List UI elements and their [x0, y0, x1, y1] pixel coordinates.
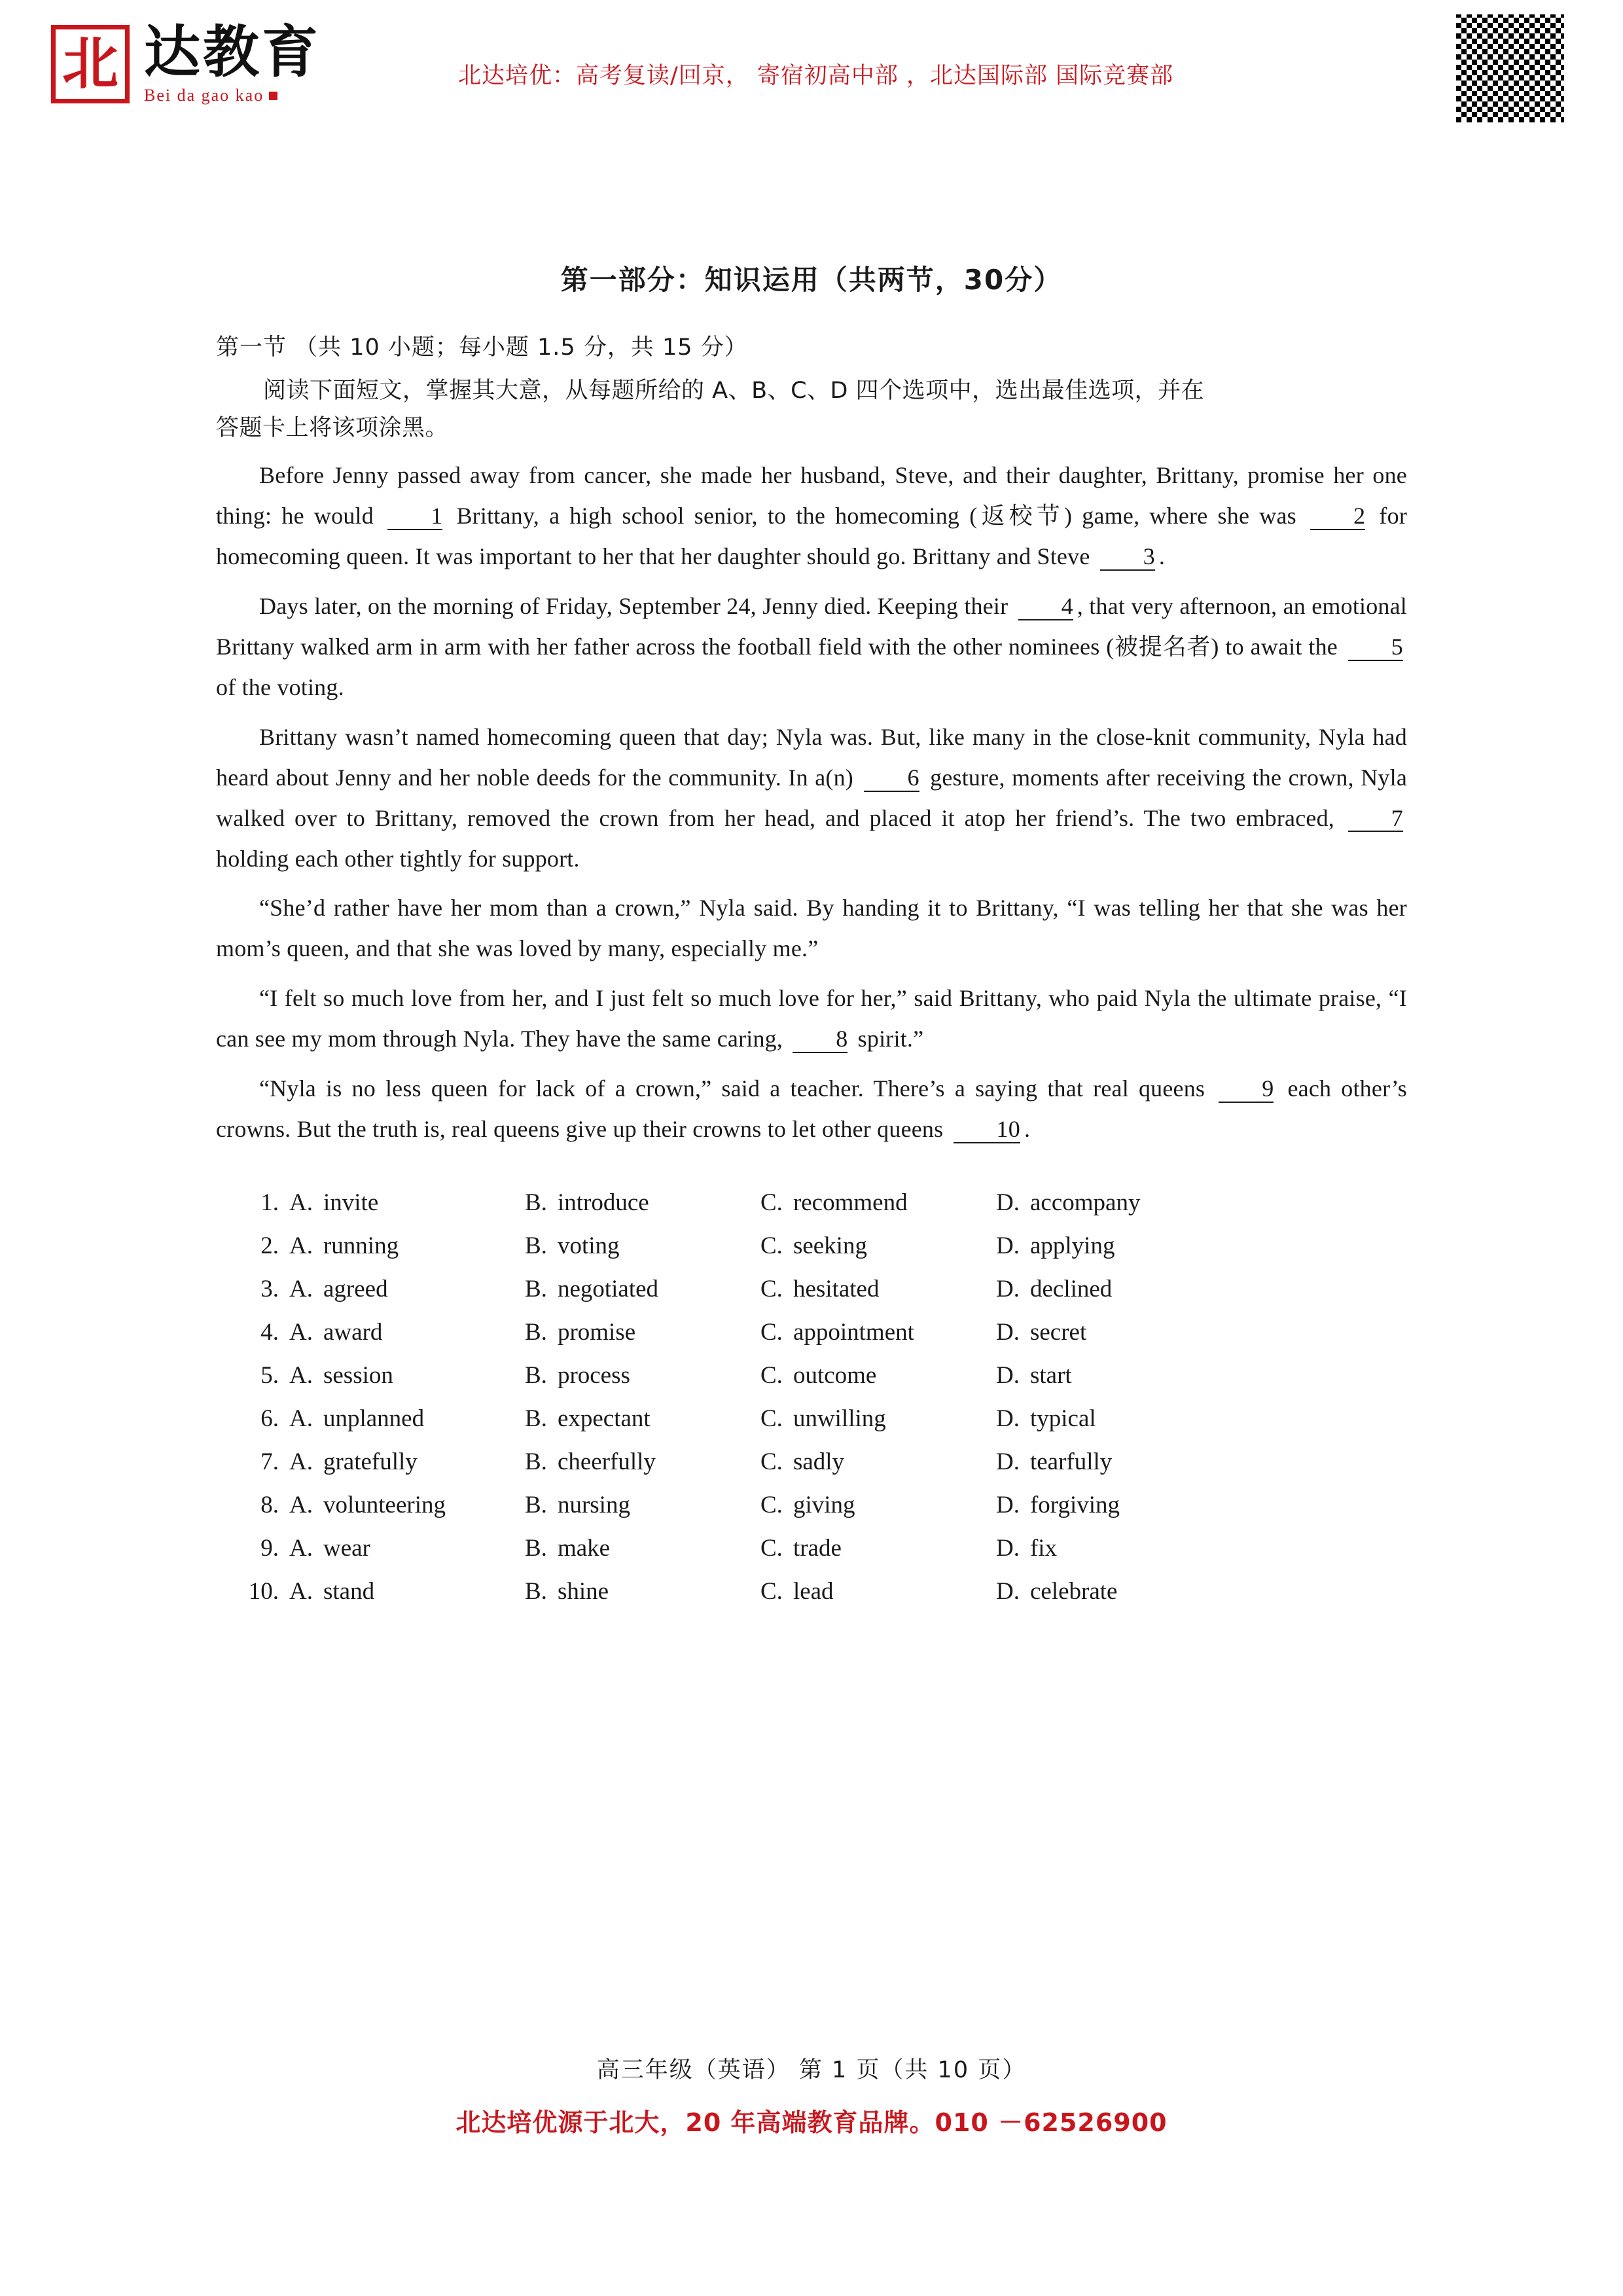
passage-paragraph [216, 717, 1407, 880]
section-heading: 第一节 （共 10 小题；每小题 1.5 分，共 15 分） [216, 334, 748, 361]
option-letter: B. [525, 1448, 547, 1475]
passage-paragraph [216, 586, 1407, 708]
option-text: celebrate [1029, 1577, 1118, 1605]
question-number: 9. [260, 1534, 279, 1562]
option-choice[interactable] [525, 1536, 760, 1560]
blank-4[interactable]: 4 [1018, 594, 1073, 620]
option-letter: A. [289, 1534, 313, 1562]
option-text: secret [1029, 1318, 1087, 1346]
option-text: voting [557, 1232, 620, 1259]
logo-square-icon [269, 92, 277, 100]
option-choice[interactable] [289, 1450, 525, 1474]
option-text: trade [793, 1534, 842, 1562]
passage-text: “Nyla is no less queen for lack of a crown,” said a teacher. There’s a saying that real queens [259, 1075, 1215, 1102]
option-letter: A. [289, 1275, 313, 1302]
option-letter: C. [760, 1534, 783, 1562]
passage-text: holding each other tightly for support. [216, 845, 580, 872]
option-choice[interactable] [289, 1234, 525, 1258]
header-tagline: 北达培优：高考复读/回京， 寄宿初高中部 ，北达国际部 国际竞赛部 [458, 63, 1174, 89]
question-row [216, 1493, 1289, 1517]
option-text: tearfully [1029, 1448, 1113, 1475]
option-choice[interactable] [525, 1277, 760, 1301]
option-choice[interactable] [996, 1450, 1232, 1474]
question-row [216, 1536, 1289, 1560]
option-letter: C. [760, 1318, 783, 1346]
option-choice[interactable] [525, 1579, 760, 1604]
option-text: expectant [557, 1405, 651, 1432]
logo-subtitle-text: Bei da gao kao [144, 86, 264, 105]
question-number: 10. [248, 1577, 279, 1605]
question-row [216, 1234, 1289, 1258]
option-letter: B. [525, 1534, 547, 1562]
option-text: stand [323, 1577, 375, 1605]
option-letter: B. [525, 1577, 547, 1605]
question-number: 2. [260, 1232, 279, 1259]
option-text: cheerfully [557, 1448, 656, 1475]
option-letter: B. [525, 1232, 547, 1259]
option-text: process [557, 1361, 630, 1389]
logo-subtitle-en [144, 86, 321, 105]
passage [216, 456, 1407, 1150]
option-text: sadly [793, 1448, 845, 1475]
option-letter: C. [760, 1232, 783, 1259]
passage-paragraph [216, 1069, 1407, 1150]
passage-text: . [1024, 1115, 1031, 1142]
option-text: hesitated [793, 1275, 880, 1302]
option-text: nursing [557, 1491, 630, 1518]
exam-page [0, 134, 1623, 2176]
passage-text: Before Jenny passed away from cancer, she made her husband, Steve, and their daughter, Brittany, promise her one thing: he would [216, 462, 1407, 529]
option-choice[interactable] [996, 1407, 1232, 1431]
question-number: 4. [260, 1318, 279, 1346]
option-letter: C. [760, 1405, 783, 1432]
passage-text: Days later, on the morning of Friday, September 24, Jenny died. Keeping their [259, 593, 1014, 620]
option-letter: D. [996, 1189, 1020, 1216]
option-choice[interactable] [760, 1493, 996, 1517]
option-letter: B. [525, 1491, 547, 1518]
option-letter: A. [289, 1318, 313, 1346]
question-row [216, 1191, 1289, 1215]
passage-text: Brittany wasn’t named homecoming queen that day; Nyla was. But, like many in the close-knit community, Nyla had heard about Jenny and her noble deeds for the community. In a(n) [216, 723, 1407, 791]
option-letter: A. [289, 1577, 313, 1605]
option-text: wear [323, 1534, 370, 1562]
option-text: applying [1029, 1232, 1115, 1259]
question-number: 8. [260, 1491, 279, 1518]
option-letter: D. [996, 1448, 1020, 1475]
option-choice[interactable] [996, 1320, 1232, 1344]
option-letter: C. [760, 1448, 783, 1475]
brand-logo [51, 12, 391, 117]
blank-9[interactable]: 9 [1219, 1077, 1274, 1103]
passage-text: spirit.” [851, 1026, 924, 1052]
option-choice[interactable] [525, 1234, 760, 1258]
option-text: fix [1029, 1534, 1058, 1562]
question-options-list [216, 1191, 1289, 1604]
option-letter: D. [996, 1405, 1020, 1432]
instruction-line-1: 阅读下面短文，掌握其大意，从每题所给的 A、B、C、D 四个选项中，选出最佳选项，并在 [263, 378, 1205, 404]
question-number: 1. [260, 1189, 279, 1216]
option-letter: A. [289, 1361, 313, 1389]
option-text: award [323, 1318, 383, 1346]
option-text: appointment [793, 1318, 914, 1346]
option-letter: B. [525, 1275, 547, 1302]
option-choice[interactable] [760, 1363, 996, 1388]
question-row [216, 1363, 1289, 1388]
option-text: running [323, 1232, 399, 1259]
option-choice[interactable] [525, 1450, 760, 1474]
page-content [216, 298, 1407, 1604]
option-text: invite [323, 1189, 379, 1216]
page-number-footer: 高三年级（英语） 第 1 页（共 10 页） [596, 2057, 1027, 2083]
option-choice[interactable] [760, 1191, 996, 1215]
option-letter: D. [996, 1318, 1020, 1346]
bottom-banner: 北达培优源于北大，20 年高端教育品牌。010 －62526900 [455, 2108, 1168, 2137]
passage-text: “I felt so much love from her, and I just felt so much love for her,” said Brittany, who paid Nyla the ultimate praise, “I can see my mom through Nyla. They have the same caring, [216, 985, 1407, 1052]
option-text: negotiated [557, 1275, 659, 1302]
option-choice[interactable] [289, 1407, 525, 1431]
question-number: 5. [260, 1361, 279, 1389]
logo-title-cn: 达教育 [144, 19, 321, 85]
option-text: giving [793, 1491, 855, 1518]
option-text: make [557, 1534, 611, 1562]
passage-text: “She’d rather have her mom than a crown,” Nyla said. By handing it to Brittany, “I was telling her that she was her mom’s queen, and that she was loved by many, especially me.” [216, 895, 1407, 962]
question-row [216, 1407, 1289, 1431]
option-choice[interactable] [760, 1536, 996, 1560]
logo-text [144, 19, 321, 105]
option-choice[interactable] [289, 1579, 525, 1604]
option-letter: C. [760, 1189, 783, 1216]
blank-6[interactable]: 6 [864, 766, 919, 792]
option-choice[interactable] [760, 1450, 996, 1474]
passage-text: each other’s crowns. But the truth is, real queens give up their crowns to let other queens [216, 1075, 1407, 1142]
question-row [216, 1450, 1289, 1474]
option-choice[interactable] [996, 1191, 1232, 1215]
option-choice[interactable] [289, 1493, 525, 1517]
instruction-line-2: 答题卡上将该项涂黑。 [216, 414, 449, 441]
option-letter: A. [289, 1405, 313, 1432]
passage-text: Brittany, a high school senior, to the homecoming (返校节) game, where she was [446, 503, 1307, 529]
blank-7[interactable]: 7 [1348, 806, 1403, 833]
option-letter: C. [760, 1491, 783, 1518]
blank-2[interactable]: 2 [1310, 504, 1365, 530]
option-letter: C. [760, 1361, 783, 1389]
question-row [216, 1320, 1289, 1344]
passage-text: , that very afternoon, an emotional Brittany walked arm in arm with her father across the football field with the other nominees (被提名者) to await the [216, 593, 1407, 660]
option-choice[interactable] [760, 1579, 996, 1604]
option-choice[interactable] [525, 1363, 760, 1388]
passage-paragraph [216, 456, 1407, 577]
option-letter: A. [289, 1491, 313, 1518]
option-letter: C. [760, 1275, 783, 1302]
option-letter: B. [525, 1405, 547, 1432]
option-text: introduce [557, 1189, 649, 1216]
option-choice[interactable] [996, 1363, 1232, 1388]
question-number: 7. [260, 1448, 279, 1475]
passage-text: of the voting. [216, 673, 344, 700]
question-number: 3. [260, 1275, 279, 1302]
option-choice[interactable] [760, 1320, 996, 1344]
option-text: agreed [323, 1275, 388, 1302]
blank-10[interactable]: 10 [954, 1117, 1020, 1143]
option-text: lead [793, 1577, 834, 1605]
option-choice[interactable] [289, 1191, 525, 1215]
option-choice[interactable] [289, 1536, 525, 1560]
option-choice[interactable] [289, 1363, 525, 1388]
option-choice[interactable] [525, 1493, 760, 1517]
blank-8[interactable]: 8 [793, 1027, 847, 1053]
option-letter: D. [996, 1577, 1020, 1605]
option-text: unplanned [323, 1405, 425, 1432]
passage-paragraph [216, 978, 1407, 1060]
option-letter: B. [525, 1361, 547, 1389]
option-choice[interactable] [760, 1277, 996, 1301]
option-choice[interactable] [996, 1579, 1232, 1604]
option-text: promise [557, 1318, 636, 1346]
option-text: accompany [1029, 1189, 1141, 1216]
option-letter: A. [289, 1232, 313, 1259]
option-text: session [323, 1361, 393, 1389]
option-choice[interactable] [525, 1407, 760, 1431]
blank-3[interactable]: 3 [1100, 545, 1155, 571]
option-letter: D. [996, 1534, 1020, 1562]
passage-paragraph [216, 888, 1407, 969]
passage-text: for homecoming queen. It was important to her that her daughter should go. Brittany and Steve [216, 503, 1408, 570]
question-row [216, 1579, 1289, 1604]
option-text: forgiving [1029, 1491, 1120, 1518]
option-letter: D. [996, 1232, 1020, 1259]
question-number: 6. [260, 1405, 279, 1432]
part-title: 第一部分：知识运用（共两节，30分） [560, 264, 1063, 296]
option-text: declined [1029, 1275, 1113, 1302]
option-text: unwilling [793, 1405, 886, 1432]
option-letter: B. [525, 1189, 547, 1216]
option-choice[interactable] [760, 1234, 996, 1258]
option-text: start [1029, 1361, 1072, 1389]
option-choice[interactable] [525, 1191, 760, 1215]
option-letter: D. [996, 1275, 1020, 1302]
blank-1[interactable]: 1 [387, 504, 442, 530]
option-choice[interactable] [996, 1277, 1232, 1301]
option-choice[interactable] [289, 1320, 525, 1344]
option-letter: D. [996, 1361, 1020, 1389]
option-choice[interactable] [996, 1493, 1232, 1517]
option-letter: C. [760, 1577, 783, 1605]
blank-5[interactable]: 5 [1348, 635, 1403, 661]
question-row [216, 1277, 1289, 1301]
passage-text: . [1158, 543, 1166, 570]
option-choice[interactable] [525, 1320, 760, 1344]
option-choice[interactable] [289, 1277, 525, 1301]
option-letter: B. [525, 1318, 547, 1346]
logo-mark-icon [51, 25, 130, 103]
option-letter: D. [996, 1491, 1020, 1518]
page-header [0, 0, 1623, 134]
passage-text: gesture, moments after receiving the crown, Nyla walked over to Brittany, removed the crown from her head, and placed it atop her friend’s. The two embraced, [216, 764, 1407, 831]
option-text: seeking [793, 1232, 867, 1259]
option-text: shine [557, 1577, 609, 1605]
option-text: recommend [793, 1189, 908, 1216]
option-text: typical [1029, 1405, 1096, 1432]
option-choice[interactable] [760, 1407, 996, 1431]
option-choice[interactable] [996, 1234, 1232, 1258]
logo-glyph: 北 [62, 31, 118, 97]
option-text: volunteering [323, 1491, 446, 1518]
qr-code-icon [1456, 14, 1564, 122]
option-letter: A. [289, 1448, 313, 1475]
option-letter: A. [289, 1189, 313, 1216]
option-choice[interactable] [996, 1536, 1232, 1560]
option-text: outcome [793, 1361, 877, 1389]
option-text: gratefully [323, 1448, 418, 1475]
